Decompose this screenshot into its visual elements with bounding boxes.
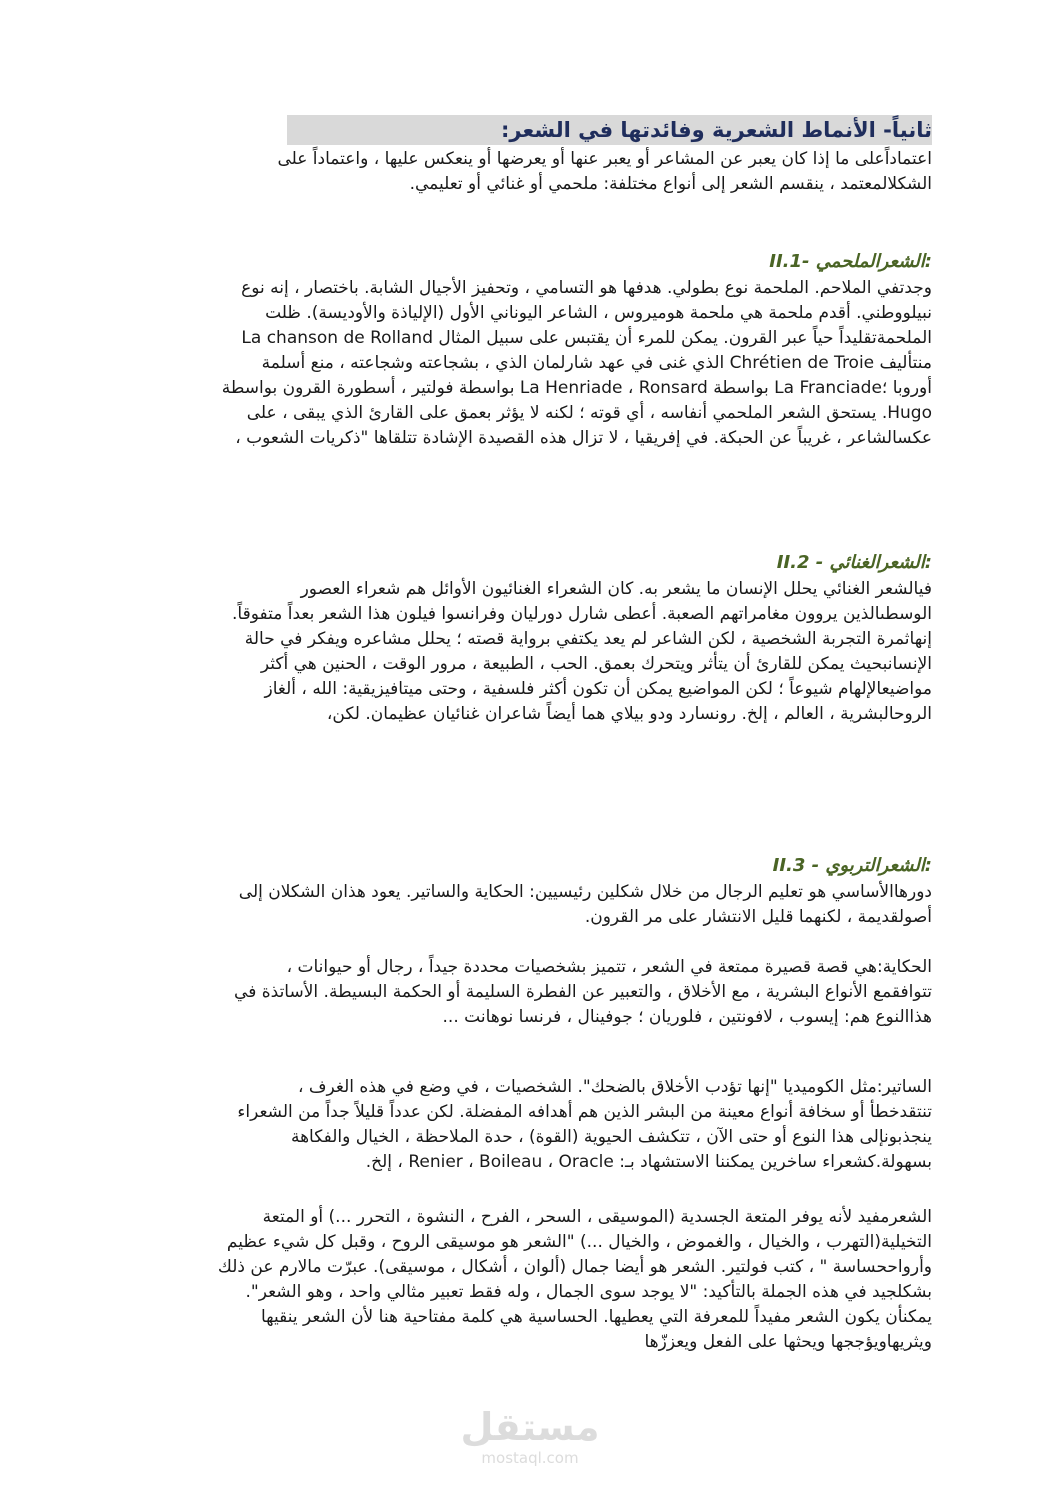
section-lyric — [128, 549, 932, 727]
text-line: الروحالبشرية ، العالم ، إلخ. رونسارد ودو بيلاي هما أيضاً شاعران غنائيان عظيمان. لكن، — [326, 704, 932, 724]
text-line: الوسطىالذين يروون مغامراتهم الصعبة. أعطى شارل دورليان وفرانسوا فيلون هذا الشعر بعداً متفوقاً. — [232, 604, 932, 624]
text-line: الحكاية:هي قصة قصيرة ممتعة في الشعر ، تتميز بشخصيات محددة جيداً ، رجال أو حيوانات ، — [286, 957, 932, 977]
text-line: الشعرمفيد لأنه يوفر المتعة الجسدية (الموسيقى ، السحر ، الفرح ، النشوة ، التحرر ...) أو المتعة — [262, 1207, 932, 1227]
text-line: ينجذبونإلى هذا النوع أو حتى الآن ، تتكشف الحيوية (القوة) ، حدة الملاحظة ، الخيال والفكاهة — [290, 1127, 932, 1147]
intro-paragraph — [128, 147, 932, 197]
section-heading: :الشعرالتربوي - II.3 — [772, 855, 932, 876]
text-line: الإنسانبحيث يمكن للقارئ أن يتأثر ويتحرك بعمق. الحب ، الطبيعة ، مرور الوقت ، الحنين هي أكثر — [260, 654, 932, 674]
watermark-latin: mostaql.com — [481, 1449, 579, 1467]
text-line: إنهاثمرة التجربة الشخصية ، لكن الشاعر لم يعد يكتفي برواية قصته ؛ يحلل مشاعره ويفكر في حالة — [244, 629, 932, 649]
text-line: وأرواححساسة " ، كتب فولتير. الشعر هو أيضا جمال (ألوان ، أشكال ، موسيقى). عبرّت مالارم عن ذلك — [217, 1257, 932, 1277]
section-heading: :الشعرالملحمي -II.1 — [769, 251, 932, 272]
text-line: Hugo. يستحق الشعر الملحمي أنفاسه ، أي قوته ؛ لكنه لا يؤثر بعمق على القارئ الذي يبقى ، على — [246, 403, 932, 423]
fable-paragraph — [128, 955, 932, 1030]
section-epic — [128, 248, 932, 451]
text-line: مواضيعالإلهام شيوعاً ؛ لكن المواضيع يمكن أن تكون أكثر فلسفية ، وحتى ميتافيزيقية: الله ، ألغاز — [264, 679, 932, 699]
text-line: الملحمةتقليداً حياً عبر القرون. يمكن للمرء أن يقتبس على سبيل المثال La chanson de Rolland — [241, 328, 932, 348]
page-title: ثانياً- الأنماط الشعرية وفائدتها في الشعر: — [287, 115, 932, 145]
mostaql-watermark — [455, 1405, 605, 1467]
satire-paragraph — [128, 1075, 932, 1175]
text-line: الشكلالمعتمد ، ينقسم الشعر إلى أنواع مختلفة: ملحمي أو غنائي أو تعليمي. — [409, 174, 932, 194]
text-line: أوروبا ؛La Franciade بواسطة La Henriade ، Ronsard بواسطة فولتير ، أسطورة القرون بواسطة — [221, 378, 932, 398]
text-line: التخيلية(التهرب ، والخيال ، والغموض ، والخيال ...) "الشعر هو موسيقى الروح ، وقبل كل شيء عظيم — [226, 1232, 932, 1252]
text-line: يمكنأن يكون الشعر مفيداً للمعرفة التي يعطيها. الحساسية هي كلمة مفتاحية هنا لأن الشعر ينقيها — [261, 1307, 932, 1327]
text-line: منتأليف Chrétien de Troie الذي غنى في عهد شارلمان الذي ، بشجاعته وشجاعته ، منع أسلمة — [261, 353, 932, 373]
text-line: فيالشعر الغنائي يحلل الإنسان ما يشعر به. كان الشعراء الغنائيون الأوائل هم شعراء العصور — [300, 579, 932, 599]
usefulness-paragraph — [128, 1205, 932, 1355]
text-line: الساتير:مثل الكوميديا "إنها تؤدب الأخلاق بالضحك". الشخصيات ، في وضع في هذه الغرف ، — [298, 1077, 932, 1097]
text-line: اعتماداًعلى ما إذا كان يعبر عن المشاعر أو يعبر عنها أو يعرضها أو ينعكس عليها ، واعتماداً على — [277, 149, 932, 169]
text-line: نبيلووطني. أقدم ملحمة هي ملحمة هوميروس ، الشاعر اليوناني الأول (الإلياذة والأوديسة). ظلت — [265, 303, 932, 323]
text-line: دورهاالأساسي هو تعليم الرجال من خلال شكلين رئيسيين: الحكاية والساتير. يعود هذان الشكلان إلى — [238, 882, 932, 902]
text-line: بسهولة.كشعراء ساخرين يمكننا الاستشهاد بـ: Renier ، Boileau ، Oracle ، إلخ. — [365, 1152, 932, 1172]
text-line: أصولقديمة ، لكنهما قليل الانتشار على مر القرون. — [584, 907, 932, 927]
text-line: هذاالنوع هم: إيسوب ، لافونتين ، فلوريان ؛ جوفينال ، فرنسا نوهانت ... — [442, 1007, 932, 1027]
text-line: تتوافقمع الأنواع البشرية ، مع الأخلاق ، والتعبير عن الفطرة السليمة أو الحكمة البسيطة. الأساتذة في — [234, 982, 932, 1002]
text-line: تنتقدخطأ أو سخافة أنواع معينة من البشر الذين هم أهدافه المفضلة. لكن عدداً قليلاً جداً من الشعراء — [237, 1102, 932, 1122]
text-line: بشكلجيد في هذه الجملة بالتأكيد: "لا يوجد سوى الجمال ، وله فقط تعبير مثالي واحد ، وهو الشعر". — [245, 1282, 932, 1302]
watermark-arabic: مستقل — [460, 1405, 600, 1449]
text-line: عكسالشاعر ، غريباً عن الحبكة. في إفريقيا ، لا تزال هذه القصيدة الإشادة تتلقاها "ذكريات الشعوب ، — [235, 428, 932, 448]
text-line: ويثريهاويؤججها ويحثها على الفعل ويعززّها — [644, 1332, 932, 1352]
section-heading: :الشعرالغنائي - II.2 — [776, 552, 932, 573]
text-line: وجدتفي الملاحم. الملحمة نوع بطولي. هدفها هو التسامي ، وتحفيز الأجيال الشابة. باختصار ، إنه نوع — [241, 278, 932, 298]
section-didactic — [128, 852, 932, 930]
